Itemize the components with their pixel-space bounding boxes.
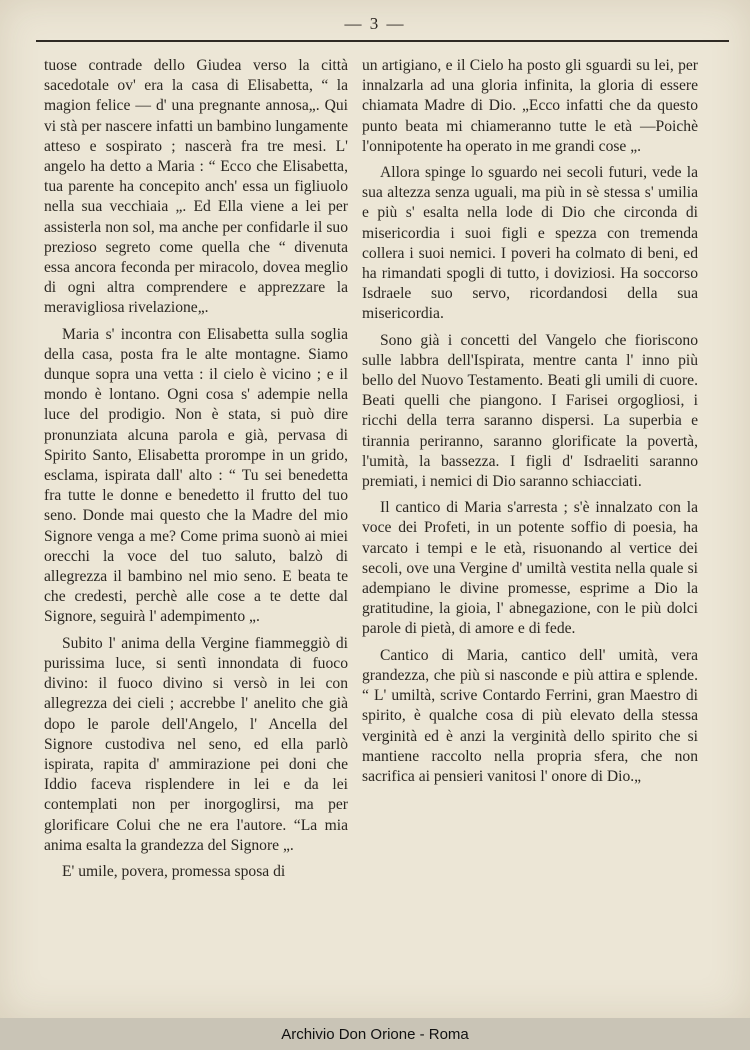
page-number: — 3 — [344, 14, 406, 33]
paragraph: Allora spinge lo sguardo nei secoli futuri, vede la sua altezza senza uguali, ma più in sè stessa s' umilia e più s' esalta nella lode di Dio che circonda di misericordia i suoi figli e spezza con tremenda collera i suoi nemici. I poveri ha colmato di beni, ed ha rimandati spogli di tutto, i doviziosi. Ha soccorso Isdraele suo servo, ricordandosi della sua misericordia. [362, 164, 698, 323]
paragraph: un artigiano, e il Cielo ha posto gli sguardi su lei, per innalzarla ad una gloria infinita, la gloria di essere chiamata Madre di Dio. „Ecco infatti che da questo punto beata mi chiameranno tutte le età —Poichè l'onnipotente ha operato in me grandi cose „. [362, 57, 698, 155]
paragraph: Il cantico di Maria s'arresta ; s'è innalzato con la voce dei Profeti, in un potente soffio di poesia, ha varcato i tempi e le età, risuonando al vertice dei secoli, ove una Vergine d' umiltà vestita nella quale si adempiano le divine promesse, esprime a Dio la gratitudine, la gioia, l' abnegazione, con le più dolci parole di pietà, di amore e di fede. [362, 499, 698, 638]
paragraph: Subito l' anima della Vergine fiammeggiò di purissima luce, si sentì innondata di fuoco divino: il fuoco divino si versò in lei con allegrezza dei cieli ; accrebbe l' anelito che già dopo le parole dell'Angelo, l' Ancella del Signore custodiva nel seno, ed ella parlò ispirata, rapita d' ammirazione pei doni che Iddio faceva risplendere in lei e da lei contemplati non per inorgoglirsi, ma per glorificare Colui che ne era l'autore. “La mia anima esalta la grandezza del Signore „. [44, 634, 348, 854]
header-rule [36, 40, 729, 42]
paragraph: Cantico di Maria, cantico dell' umità, vera grandezza, che più si nasconde e più attira e splende. “ L' umiltà, scrive Contardo Ferrini, gran Maestro di spirito, è qualche cosa di più elevato della stessa verginità ed è anzi la verginità dello spirito che si mantiene raccolto nella propria sfera, che non sacrifica ai pensieri vanitosi l' onore di Dio.„ [362, 646, 698, 785]
right-column [362, 56, 698, 793]
paragraph: Maria s' incontra con Elisabetta sulla soglia della casa, posta fra le alte montagne. Siamo dunque sopra una vetta : il cielo è vicino ; e il mondo è lontano. Ogni cosa s' adempie nella luce del prodigio. Non è stata, si può dire pronunziata alcuna parola e già, pervasa di Spirito Santo, Elisabetta prorompe in un grido, esclama, ispirata dall' alto : “ Tu sei benedetta fra tutte le donne e benedetto il frutto del tuo seno. Donde mai questo che la Madre del mio Signore venga a me? Come prima suonò ai miei orecchi la voce del tuo saluto, balzò di allegrezza il bambino nel mio seno. E beata te che credesti, perchè alle cose a te dette dal Signore, seguirà l' adempimento „. [44, 325, 348, 626]
paragraph: Sono già i concetti del Vangelo che fioriscono sulle labbra dell'Ispirata, mentre canta l' inno più bello del Nuovo Testamento. Beati gli umili di cuore. Beati quelli che piangono. I Farisei orgogliosi, i ricchi della terra saranno dispersi. La superbia e tirannia periranno, saranno glorificate la povertà, l'umità, la bassezza. I figli d' Isdraeliti saranno premiati, i nemici di Dio saranno schiacciati. [362, 331, 698, 491]
paragraph: E' umile, povera, promessa sposa di [62, 862, 286, 880]
left-column [44, 56, 348, 888]
archive-label: Archivio Don Orione - Roma [281, 1026, 469, 1043]
paragraph: tuose contrade dello Giudea verso la città sacedotale ov' era la casa di Elisabetta, “ la magion felice — d' una pregnante annosa„. Qui vi stà per nascere infatti un bambino lungamente atteso e sospirato ; nascerà fra tre mesi. L' angelo ha detto a Maria : “ Ecco che Elisabetta, tua parente ha concepito anch' essa un figliuolo nella sua vecchiaia „. Ed Ella viene a lei per assisterla non sol, ma anche per confidarle il suo prezioso segreto come quella che “ divenuta essa ancora feconda per miracolo, dovea meglio di ogni altra comprendere e apprezzare la meravigliosa rivelazione„. [44, 57, 348, 317]
